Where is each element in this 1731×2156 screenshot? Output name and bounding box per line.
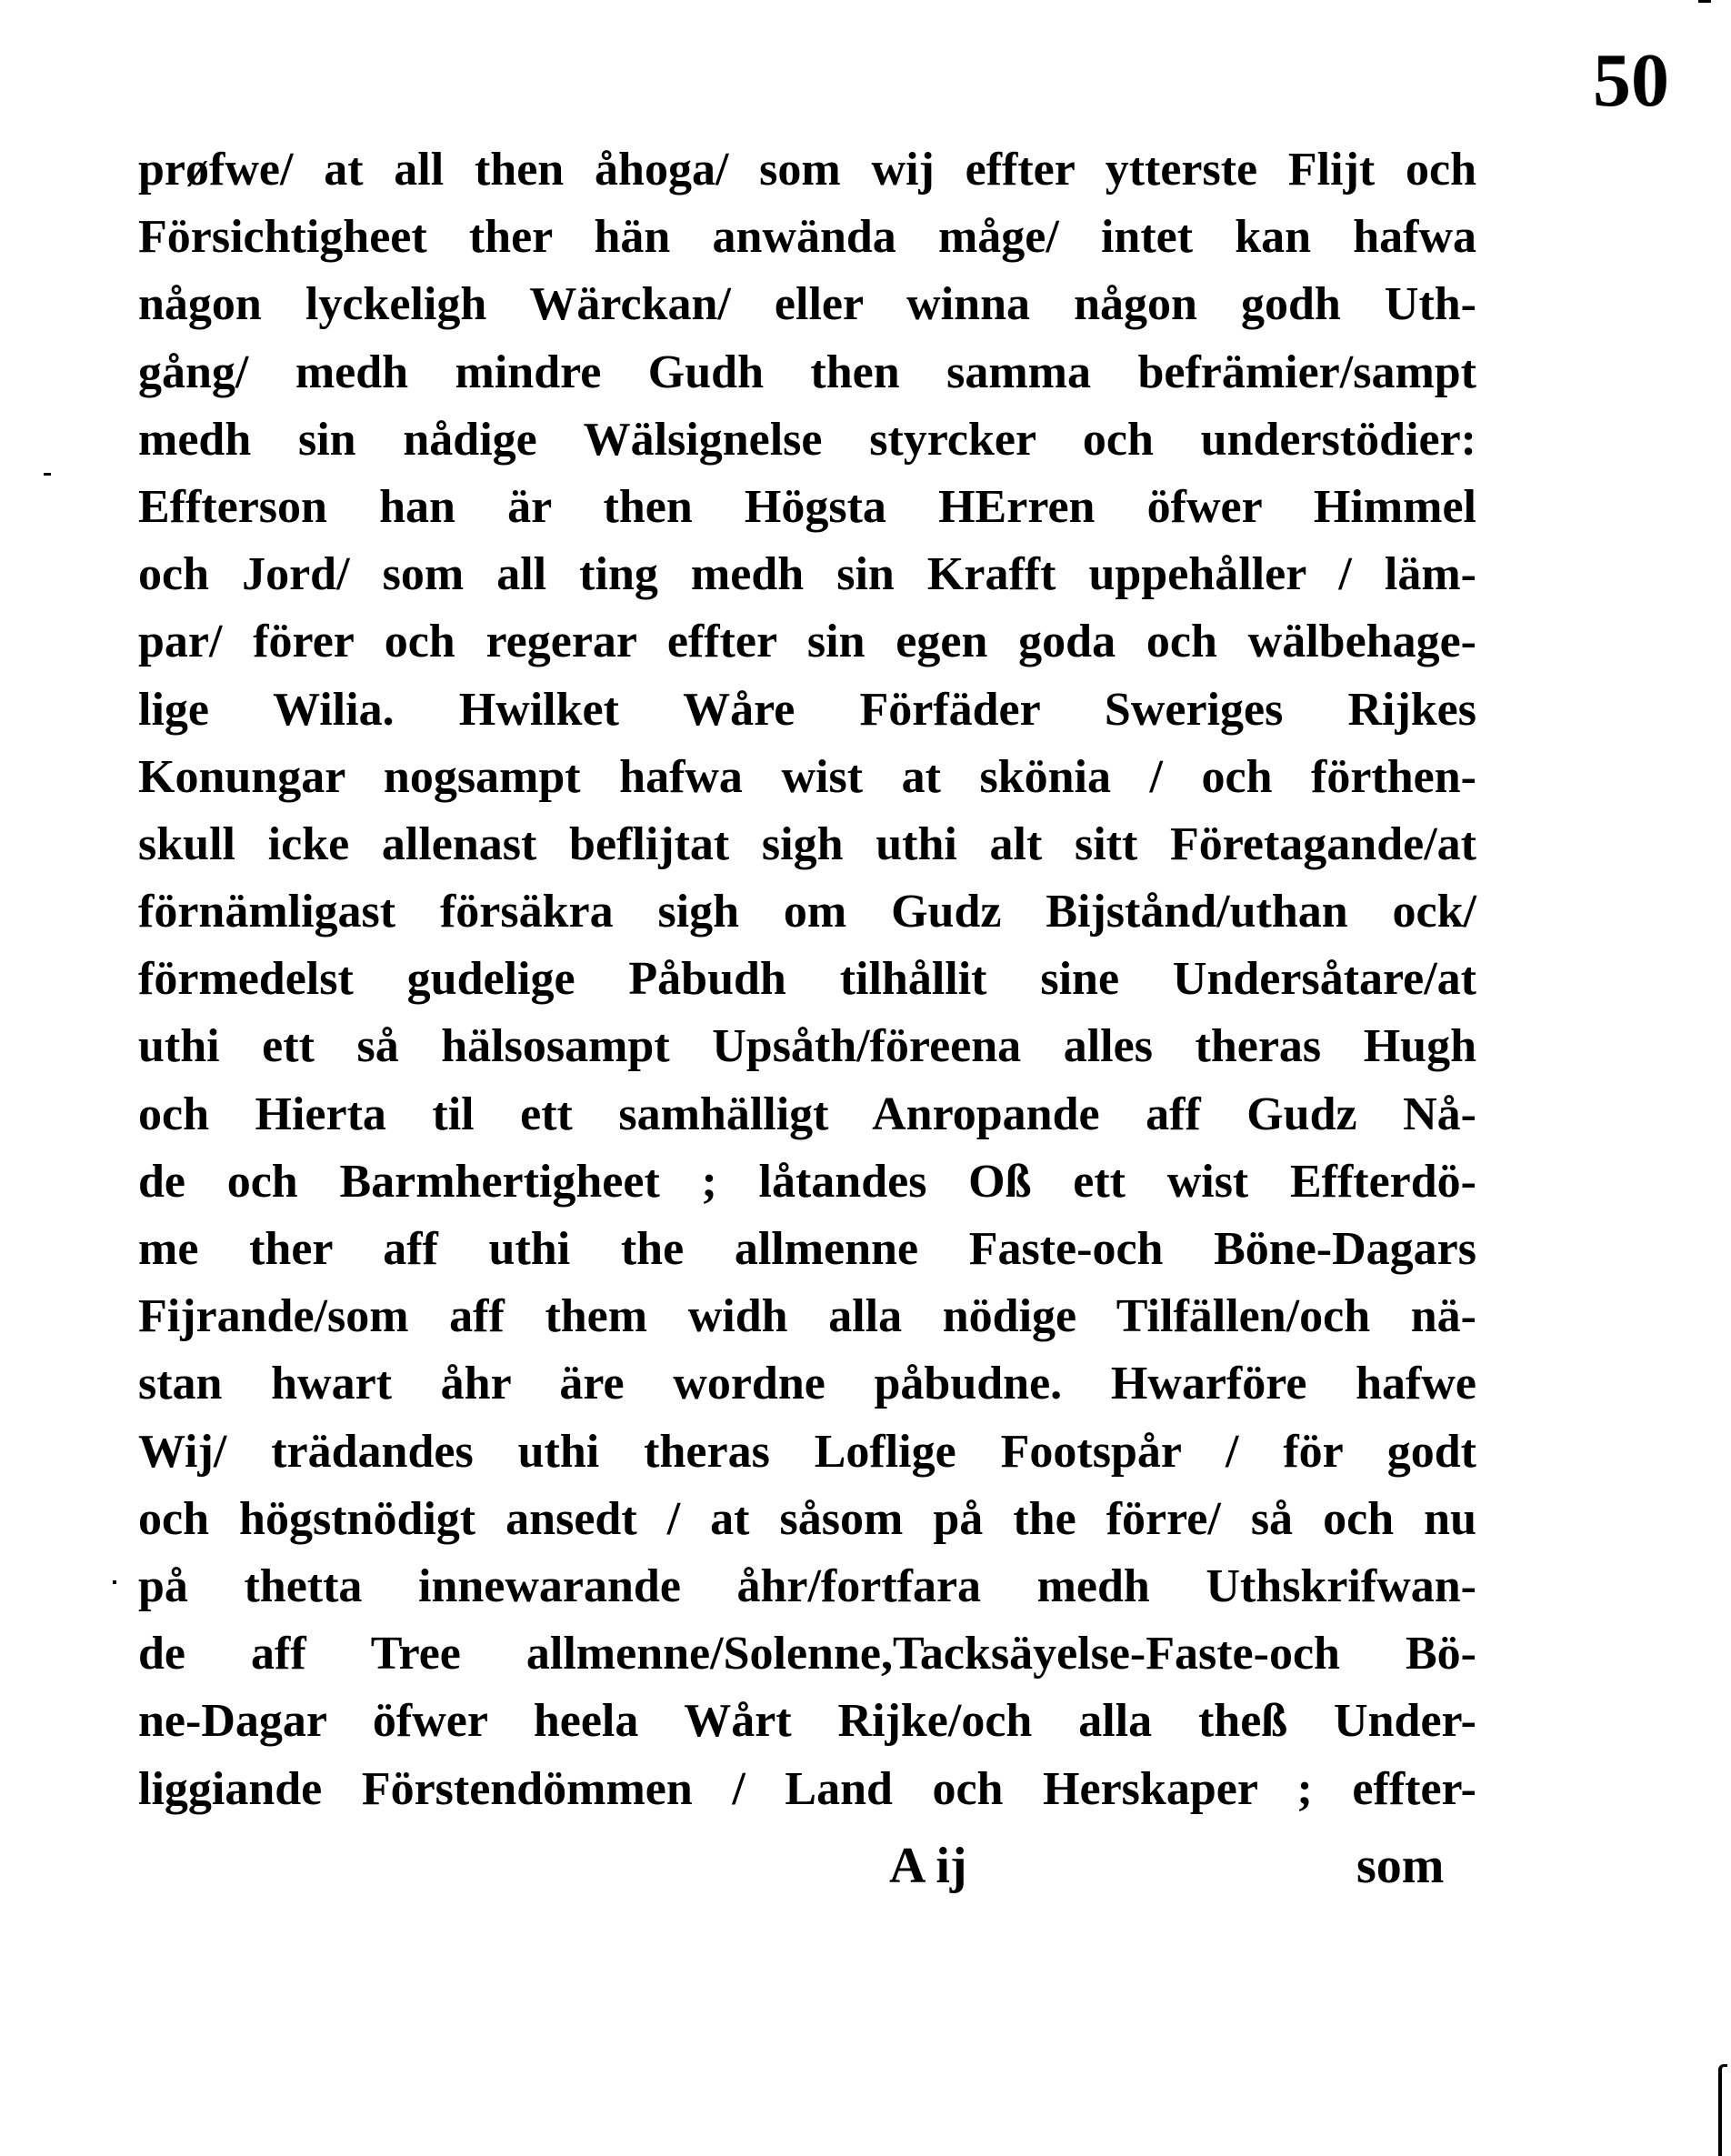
text-line: par/ förer och regerar effter sin egen goda och wälbehage- bbox=[138, 616, 1476, 668]
text-line: prøfwe/ at all then åhoga/ som wij effter ytterste Flijt och bbox=[138, 144, 1476, 196]
text-line: Fijrande/som aff them widh alla nödige Tilfällen/och nä- bbox=[138, 1290, 1476, 1343]
page-number: 50 bbox=[1593, 38, 1669, 123]
text-line: någon lyckeligh Wärckan/ eller winna någon godh Uth- bbox=[138, 278, 1476, 331]
catchword: som bbox=[1356, 1838, 1445, 1894]
text-line: på thetta innewarande åhr/fortfara medh Uthskrifwan- bbox=[138, 1559, 1476, 1612]
text-line: och Jord/ som all ting medh sin Krafft uppehåller / läm- bbox=[138, 548, 1476, 601]
margin-speck bbox=[44, 473, 51, 476]
text-line: me ther aff uthi the allmenne Faste-och Böne-Dagars bbox=[138, 1223, 1476, 1275]
text-line: gång/ medh mindre Gudh then samma befrämier/sampt bbox=[138, 346, 1476, 398]
text-line: förmedelst gudelige Påbudh tilhållit sine Undersåtare/at bbox=[138, 953, 1476, 1006]
scan-edge-bracket bbox=[1718, 2064, 1727, 2156]
text-line: Effterson han är then Högsta HErren öfwer Himmel bbox=[138, 480, 1476, 533]
text-line: och Hierta til ett samhälligt Anropande aff Gudz Nå- bbox=[138, 1088, 1476, 1140]
text-line: Wij/ trädandes uthi theras Loflige Footspår / för godt bbox=[138, 1425, 1476, 1478]
text-line: uthi ett så hälsosampt Upsåth/föreena alles theras Hugh bbox=[138, 1020, 1476, 1073]
text-line: ne-Dagar öfwer heela Wårt Rijke/och alla theß Under- bbox=[138, 1695, 1476, 1748]
text-line: Försichtigheet ther hän anwända måge/ intet kan hafwa bbox=[138, 211, 1476, 264]
body-text bbox=[138, 136, 1476, 1823]
text-line: skull icke allenast beflijtat sigh uthi alt sitt Företagande/at bbox=[138, 817, 1476, 870]
scan-edge-mark bbox=[1698, 0, 1711, 3]
text-line: lige Wilia. Hwilket Wåre Förfäder Sweriges Rijkes bbox=[138, 683, 1476, 736]
text-line: Konungar nogsampt hafwa wist at skönia / och förthen- bbox=[138, 750, 1476, 803]
text-line: de och Barmhertigheet ; låtandes Oß ett wist Effterdö- bbox=[138, 1155, 1476, 1208]
text-line: de aff Tree allmenne/Solenne,Tacksäyelse-Faste-och Bö- bbox=[138, 1628, 1476, 1680]
text-line: och högstnödigt ansedt / at såsom på the förre/ så och nu bbox=[138, 1492, 1476, 1545]
margin-speck bbox=[113, 1580, 116, 1584]
text-line: liggiande Förstendömmen / Land och Herskaper ; effter- bbox=[138, 1762, 1476, 1815]
text-line: stan hwart åhr äre wordne påbudne. Hwarföre hafwe bbox=[138, 1358, 1476, 1410]
text-line: medh sin nådige Wälsignelse styrcker och understödier: bbox=[138, 413, 1476, 466]
text-line: förnämligast försäkra sigh om Gudz Bijstånd/uthan ock/ bbox=[138, 886, 1476, 938]
signature-mark: A ij bbox=[889, 1838, 967, 1894]
